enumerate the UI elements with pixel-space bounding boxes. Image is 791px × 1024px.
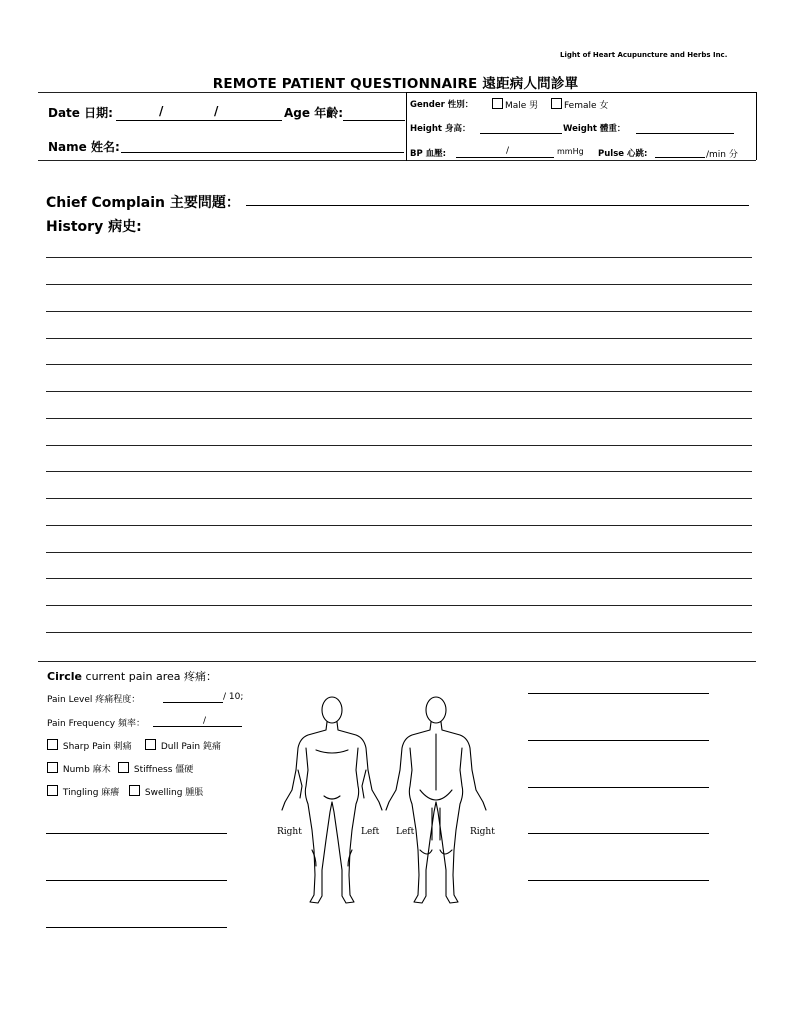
female-checkbox-box[interactable] bbox=[551, 98, 562, 109]
tingling-option[interactable] bbox=[47, 785, 119, 798]
date-field[interactable] bbox=[116, 120, 282, 121]
female-checkbox[interactable] bbox=[551, 98, 608, 111]
pain-level-field[interactable] bbox=[163, 702, 223, 703]
form-title: REMOTE PATIENT QUESTIONNAIRE 遠距病人問診單 bbox=[212, 76, 579, 92]
pain-notes-line[interactable] bbox=[528, 880, 709, 881]
bp-field[interactable] bbox=[456, 157, 554, 158]
numb-option[interactable] bbox=[47, 762, 111, 775]
front-right-label: Right bbox=[277, 827, 302, 837]
history-line[interactable] bbox=[46, 284, 752, 285]
history-line[interactable] bbox=[46, 445, 752, 446]
pulse-field[interactable] bbox=[655, 157, 705, 158]
name-field[interactable] bbox=[121, 152, 404, 153]
height-label: Height 身高： bbox=[410, 124, 471, 134]
history-line[interactable] bbox=[46, 257, 752, 258]
age-label: Age 年齡: bbox=[284, 106, 343, 120]
pulse-unit: /min 分 bbox=[706, 150, 738, 160]
age-field[interactable] bbox=[343, 120, 405, 121]
circle-bold: Circle bbox=[47, 670, 83, 683]
history-line[interactable] bbox=[46, 418, 752, 419]
history-line[interactable] bbox=[46, 364, 752, 365]
history-line[interactable] bbox=[46, 391, 752, 392]
female-label: Female 女 bbox=[564, 101, 609, 111]
sharp-pain-option[interactable] bbox=[47, 739, 132, 752]
stiffness-label: Stiffness 僵硬 bbox=[133, 765, 194, 775]
pain-notes-line[interactable] bbox=[528, 833, 709, 834]
male-checkbox-box[interactable] bbox=[492, 98, 503, 109]
pain-section-rule bbox=[38, 661, 756, 662]
bp-label: BP 血壓: bbox=[410, 149, 447, 159]
history-line[interactable] bbox=[46, 525, 752, 526]
history-line[interactable] bbox=[46, 338, 752, 339]
name-label: Name 姓名: bbox=[48, 140, 120, 154]
body-diagram[interactable] bbox=[260, 690, 510, 915]
height-field[interactable] bbox=[480, 133, 562, 134]
dull-pain-option[interactable] bbox=[145, 739, 221, 752]
chief-complaint-field[interactable] bbox=[246, 205, 749, 206]
numb-label: Numb 麻木 bbox=[62, 765, 111, 775]
history-line[interactable] bbox=[46, 632, 752, 633]
pain-frequency-label: Pain Frequency 頻率： bbox=[47, 719, 145, 729]
front-left-label: Left bbox=[361, 827, 380, 837]
pain-notes-line[interactable] bbox=[46, 927, 227, 928]
history-line[interactable] bbox=[46, 605, 752, 606]
pain-notes-line[interactable] bbox=[46, 880, 227, 881]
pain-notes-line[interactable] bbox=[528, 693, 709, 694]
date-label: Date 日期: bbox=[48, 106, 113, 120]
pain-notes-line[interactable] bbox=[528, 740, 709, 741]
back-right-label: Right bbox=[470, 827, 495, 837]
stiffness-checkbox[interactable] bbox=[118, 762, 129, 773]
gender-label: Gender 性別： bbox=[410, 100, 474, 110]
stiffness-option[interactable] bbox=[118, 762, 193, 775]
date-sep-1: / bbox=[159, 104, 164, 118]
bp-unit: mmHg bbox=[557, 147, 584, 156]
weight-field[interactable] bbox=[636, 133, 734, 134]
tingling-checkbox[interactable] bbox=[47, 785, 58, 796]
swelling-option[interactable] bbox=[129, 785, 203, 798]
tingling-label: Tingling 麻癢 bbox=[62, 788, 120, 798]
circle-rest: current pain area 疼痛： bbox=[82, 670, 217, 683]
front-body-figure[interactable] bbox=[282, 697, 382, 903]
history-label: History 病史: bbox=[46, 219, 142, 235]
sharp-pain-checkbox[interactable] bbox=[47, 739, 58, 750]
back-left-label: Left bbox=[396, 827, 415, 837]
history-line[interactable] bbox=[46, 552, 752, 553]
date-sep-2: / bbox=[214, 104, 219, 118]
circle-instruction bbox=[47, 668, 217, 684]
sharp-pain-label: Sharp Pain 刺痛 bbox=[62, 742, 132, 752]
weight-label: Weight 體重： bbox=[563, 124, 626, 134]
history-line[interactable] bbox=[46, 471, 752, 472]
pain-frequency-field[interactable] bbox=[153, 726, 242, 727]
history-line[interactable] bbox=[46, 498, 752, 499]
chief-complaint-label: Chief Complain 主要問題： bbox=[46, 195, 240, 211]
pain-level-suffix: / 10; bbox=[223, 692, 244, 702]
dull-pain-label: Dull Pain 鈍痛 bbox=[160, 742, 221, 752]
history-line[interactable] bbox=[46, 311, 752, 312]
pain-frequency-sep: / bbox=[203, 716, 207, 726]
dull-pain-checkbox[interactable] bbox=[145, 739, 156, 750]
bp-sep: / bbox=[506, 146, 510, 156]
swelling-label: Swelling 腫脹 bbox=[144, 788, 204, 798]
vitals-box-right-edge bbox=[756, 92, 757, 160]
pain-level-label: Pain Level 疼痛程度： bbox=[47, 695, 141, 705]
pulse-label: Pulse 心跳: bbox=[598, 149, 648, 159]
swelling-checkbox[interactable] bbox=[129, 785, 140, 796]
male-label: Male 男 bbox=[505, 101, 539, 111]
pain-notes-line[interactable] bbox=[46, 833, 227, 834]
numb-checkbox[interactable] bbox=[47, 762, 58, 773]
male-checkbox[interactable] bbox=[492, 98, 538, 111]
pain-notes-line[interactable] bbox=[528, 787, 709, 788]
clinic-name: Light of Heart Acupuncture and Herbs Inc. bbox=[560, 51, 728, 59]
back-body-figure[interactable] bbox=[386, 697, 486, 903]
history-line[interactable] bbox=[46, 578, 752, 579]
